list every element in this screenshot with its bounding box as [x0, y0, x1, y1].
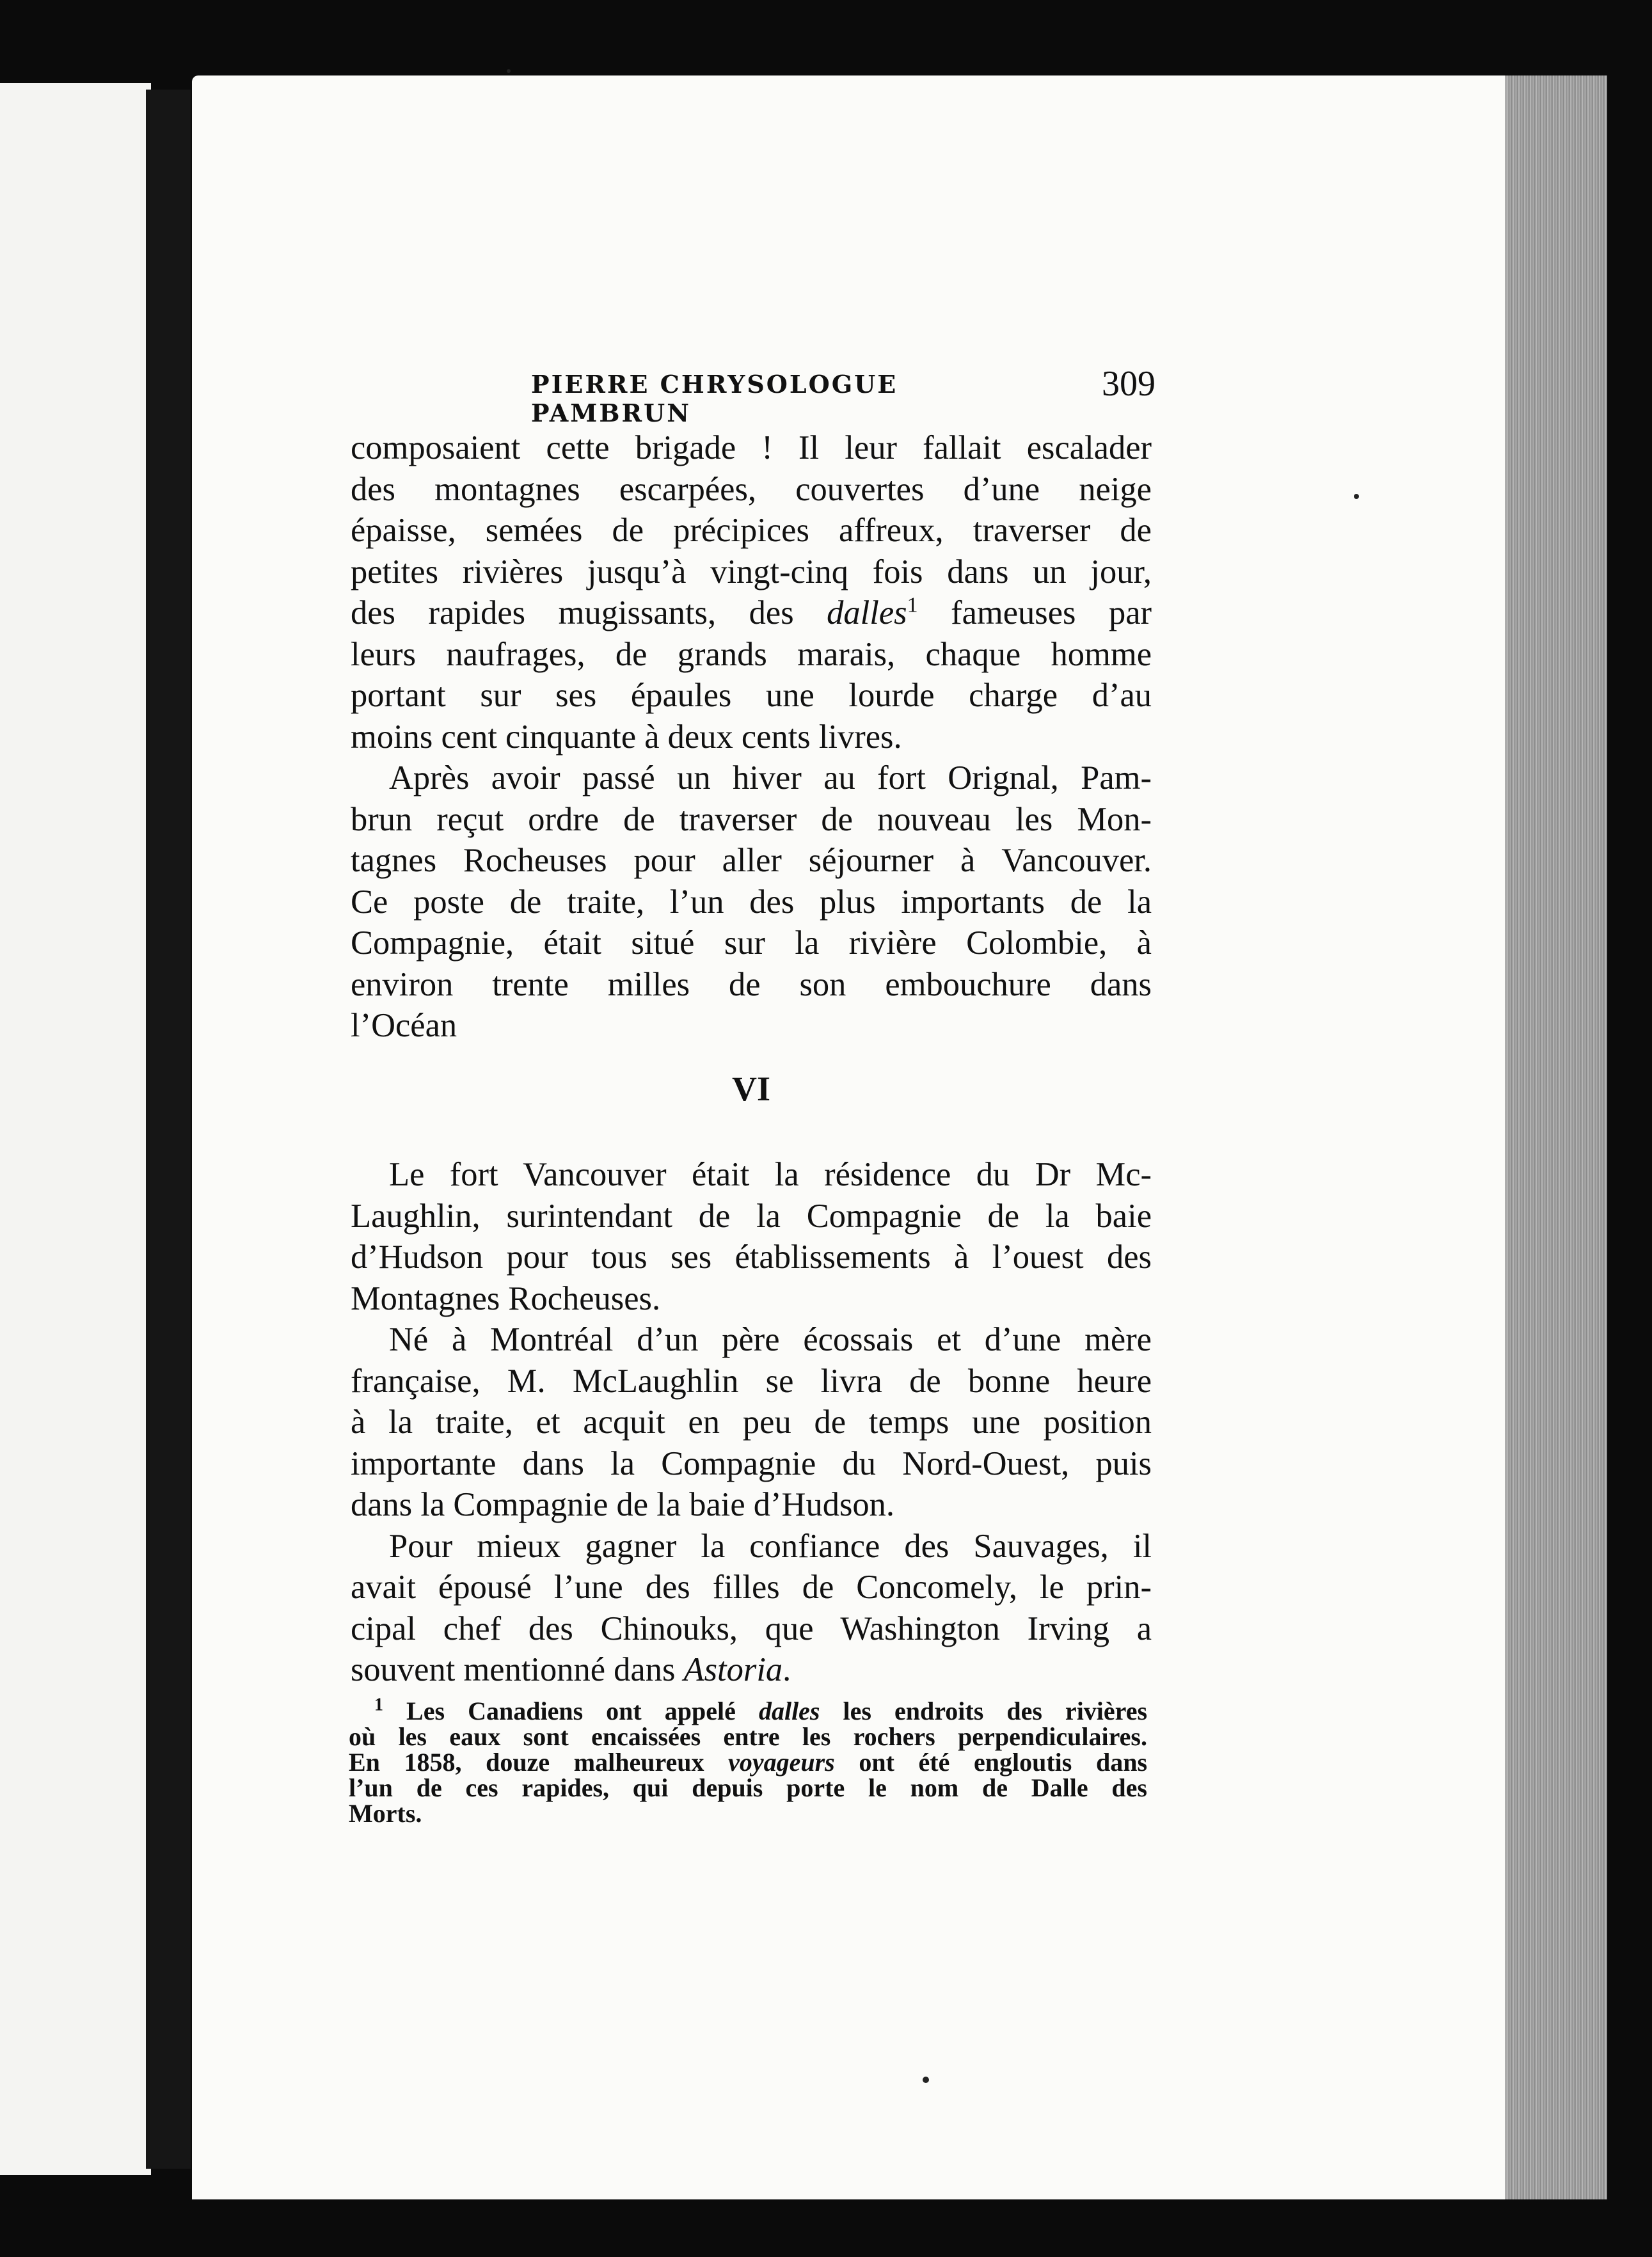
paragraph-4	[351, 1319, 1152, 1526]
text-line: Compagnie, était situé sur la rivière Colombie, à	[351, 924, 1152, 962]
text-line: Le fort Vancouver était la résidence du Dr Mc-	[389, 1156, 1152, 1193]
text-fragment: les endroits des rivières	[843, 1697, 1148, 1725]
text-line: l’Océan	[351, 1007, 457, 1044]
text-line: environ trente milles de son embouchure dans	[351, 965, 1152, 1003]
text-line: Laughlin, surintendant de la Compagnie de la baie	[351, 1197, 1152, 1235]
text-line: composaient cette brigade ! Il leur fallait escalader	[351, 429, 1152, 466]
running-title: PIERRE CHRYSOLOGUE PAMBRUN	[531, 370, 898, 427]
book-gutter	[146, 90, 191, 2169]
text-line: à la traite, et acquit en peu de temps une position	[351, 1404, 1152, 1441]
footnote-line	[349, 1750, 1147, 1775]
footnote	[349, 1695, 1148, 1828]
text-fragment: En 1858, douze malheureux	[349, 1748, 704, 1777]
footnote-line: l’un de ces rapides, qui depuis porte le nom de Dalle des	[349, 1773, 1147, 1802]
italic-term: dalles	[758, 1697, 820, 1725]
text-line: Pour mieux gagner la confiance des Sauvages, il	[389, 1527, 1152, 1565]
text-fragment: Les Canadiens ont appelé	[406, 1697, 736, 1725]
text-line: des montagnes escarpées, couvertes d’une neige	[351, 470, 1152, 508]
text-line: brun reçut ordre de traverser de nouveau les Mon-	[351, 800, 1152, 838]
footnote-line: Morts.	[349, 1799, 422, 1828]
text-fragment: des rapides mugissants, des	[351, 594, 794, 631]
section-heading: VI	[731, 1069, 770, 1108]
text-fragment: souvent mentionné dans	[351, 1651, 676, 1688]
text-line: moins cent cinquante à deux cents livres.	[351, 718, 902, 756]
paragraph-3	[351, 1154, 1152, 1319]
italic-term: dalles	[827, 594, 907, 631]
paragraph-2	[351, 757, 1152, 1047]
text-fragment: fameuses par	[951, 594, 1152, 631]
text-line: Né à Montréal d’un père écossais et d’une mère	[389, 1321, 1152, 1358]
footnote-line	[349, 1695, 1148, 1725]
page-number: 309	[1102, 364, 1156, 404]
footnote-mark: 1	[374, 1695, 383, 1715]
page-edges	[1505, 75, 1607, 2199]
text-line: française, M. McLaughlin se livra de bonne heure	[351, 1362, 1152, 1400]
ink-speck	[923, 2077, 929, 2083]
text-line	[351, 592, 1152, 634]
text-line: cipal chef des Chinouks, que Washington Irving a	[351, 1610, 1152, 1647]
italic-term: voyageurs	[728, 1748, 835, 1777]
italic-title: Astoria	[683, 1651, 783, 1688]
ink-speck	[507, 69, 511, 73]
text-line: tagnes Rocheuses pour aller séjourner à Vancouver.	[351, 842, 1152, 879]
text-line: Ce poste de traite, l’un des plus importants de la	[351, 883, 1152, 921]
ink-speck	[1354, 494, 1359, 499]
text-line: Montagnes Rocheuses.	[351, 1279, 661, 1317]
text-line: avait épousé l’une des filles de Concomely, le prin-	[351, 1569, 1152, 1606]
text-line: Après avoir passé un hiver au fort Orignal, Pam-	[389, 759, 1152, 796]
text-fragment: .	[782, 1651, 791, 1688]
text-line: portant sur ses épaules une lourde charge d’au	[351, 677, 1152, 714]
text-line: petites rivières jusqu’à vingt-cinq fois dans un jour,	[351, 553, 1152, 590]
text-line: leurs naufrages, de grands marais, chaque homme	[351, 635, 1152, 673]
text-line: dans la Compagnie de la baie d’Hudson.	[351, 1486, 894, 1523]
footnote-line: où les eaux sont encaissées entre les rochers perpendiculaires.	[349, 1722, 1147, 1751]
text-fragment: ont été engloutis dans	[859, 1748, 1148, 1777]
paragraph-5	[351, 1526, 1152, 1691]
body-text	[351, 427, 1152, 1691]
paragraph-1	[351, 427, 1152, 757]
text-line: d’Hudson pour tous ses établissements à l’ouest des	[351, 1239, 1152, 1276]
text-line	[351, 1649, 1152, 1691]
footnote-reference: 1	[907, 593, 918, 617]
previous-page-strip	[0, 83, 151, 2175]
text-line: importante dans la Compagnie du Nord-Ouest, puis	[351, 1445, 1152, 1482]
text-line: épaisse, semées de précipices affreux, traverser de	[351, 512, 1152, 549]
